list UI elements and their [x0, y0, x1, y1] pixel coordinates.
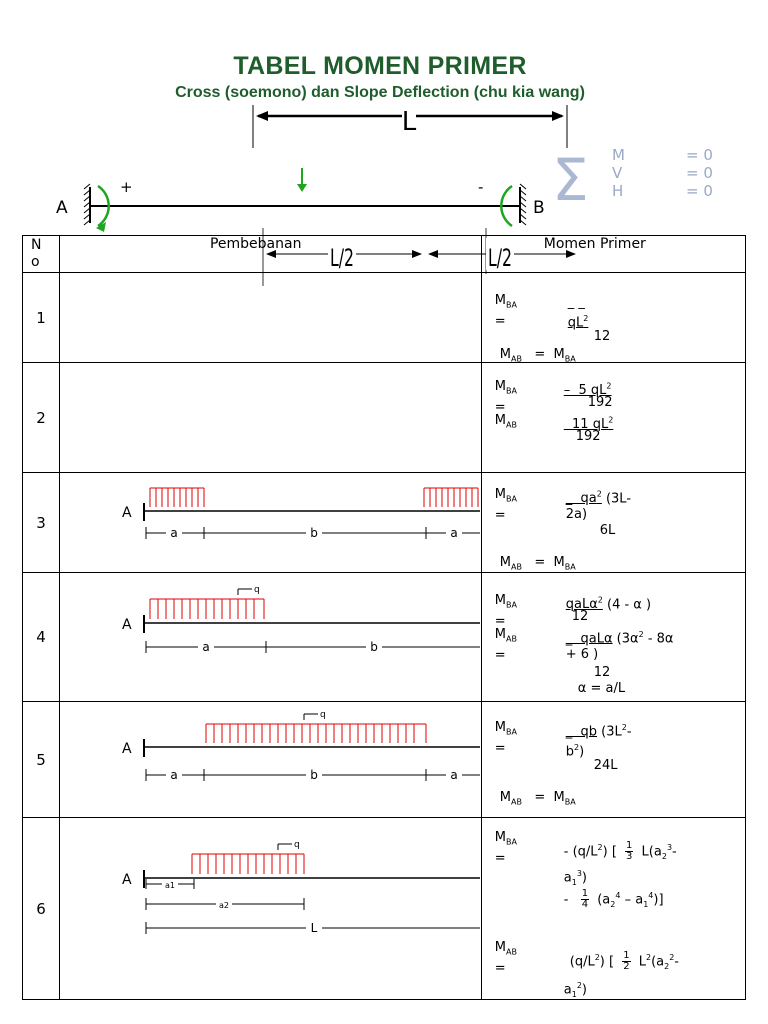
- moment-cell: $M_{BA}$ = qaLα$^2$ (4 - α ) 12 $M_{AB}$ = _ qaLα ($3\alpha^2 - 8\alpha$ + 6 ) 12 α = a/L: [481, 573, 745, 702]
- table-row: [23, 702, 746, 818]
- half-label-right: L/2: [488, 244, 512, 272]
- svg-text:V: V: [612, 164, 623, 182]
- half-label-left: L/2: [330, 244, 354, 272]
- svg-text:b: b: [310, 768, 318, 782]
- top-beam-diagram: [0, 100, 768, 240]
- row-number: 5: [23, 702, 60, 818]
- table-row: [23, 473, 746, 573]
- svg-text:A: A: [121, 617, 132, 633]
- svg-text:a: a: [450, 526, 458, 540]
- page-subtitle: Cross (soemono) dan Slope Deflection (chu kia wang): [175, 84, 585, 101]
- svg-text:L: L: [310, 921, 318, 935]
- svg-text:H: H: [612, 182, 624, 200]
- svg-text:= 0: = 0: [686, 164, 713, 182]
- page-title: TABEL MOMEN PRIMER: [233, 52, 527, 80]
- moment-cell: $M_{BA}$ = _ $qa^2$ (3L- 2a) 6L $M_{AB} = M_{BA}$: [481, 473, 745, 573]
- support-a-label: A: [56, 198, 68, 218]
- svg-text:A: A: [121, 505, 132, 521]
- load-diagram-4: [60, 573, 480, 702]
- svg-text:q: q: [253, 585, 260, 595]
- table-row: [23, 573, 746, 702]
- header-load: Pembebanan: [59, 236, 481, 273]
- svg-text:a: a: [170, 526, 178, 540]
- svg-text:A: A: [121, 741, 132, 757]
- svg-text:b: b: [370, 640, 378, 654]
- svg-text:q: q: [293, 840, 300, 850]
- table-row: [23, 363, 746, 473]
- svg-text:= 0: = 0: [686, 146, 713, 164]
- moment-cell: $M_{BA}$ = _ qb ($3L^2-$ $b^2$) 24L $M_{AB} = M_{BA}$: [481, 702, 745, 818]
- moment-cell: $M_{BA}$ = - $(q/L^2)$ [ $\frac{1}{3}$ $L(a_2^3-$ $a_1^3$) - $\frac{1}{4}$ $(a_2^4 - a_1^4)$] $M_{AB}$ = $(q/L^2)$ [ $\frac{1}{2}$ $L^2(a_2^2-$ $a_1^2$): [481, 818, 745, 1000]
- moment-cell: $M_{BA}$ = _ _ $qL^2$ 12 $M_{AB} = M_{BA}$: [481, 273, 745, 363]
- load-cell: [59, 818, 481, 1000]
- half-span-dimension: [0, 228, 768, 290]
- sigma-icon: Σ: [552, 146, 589, 214]
- svg-text:a: a: [170, 768, 178, 782]
- header-no: No: [23, 236, 60, 273]
- row-number: 3: [23, 473, 60, 573]
- load-diagram-3: [60, 473, 480, 573]
- load-cell: [59, 363, 481, 473]
- moment-table: [22, 235, 746, 1000]
- header-moment: Momen Primer: [481, 236, 745, 273]
- table-row: [23, 818, 746, 1000]
- svg-text:a: a: [450, 768, 458, 782]
- svg-text:a1: a1: [164, 881, 175, 890]
- support-b-label: B: [533, 198, 545, 218]
- load-cell: [59, 473, 481, 573]
- svg-text:q: q: [319, 710, 326, 720]
- load-cell: [59, 573, 481, 702]
- row-number: 2: [23, 363, 60, 473]
- load-cell: [59, 702, 481, 818]
- row-number: 4: [23, 573, 60, 702]
- minus-sign: -: [478, 178, 484, 196]
- svg-text:A: A: [121, 872, 132, 888]
- load-diagram-5: [60, 702, 480, 818]
- svg-text:M: M: [612, 146, 625, 164]
- svg-text:b: b: [310, 526, 318, 540]
- row-number: 1: [23, 273, 60, 363]
- span-label: L: [401, 107, 417, 137]
- load-diagram-6: [60, 818, 480, 998]
- moment-cell: $M_{BA}$ = – 5 $qL^2$ 192 $M_{AB}$ 11 $qL^2$ 192: [481, 363, 745, 473]
- plus-sign: +: [120, 178, 133, 196]
- svg-text:a2: a2: [218, 901, 229, 910]
- row-number: 6: [23, 818, 60, 1000]
- svg-text:a: a: [202, 640, 210, 654]
- svg-text:= 0: = 0: [686, 182, 713, 200]
